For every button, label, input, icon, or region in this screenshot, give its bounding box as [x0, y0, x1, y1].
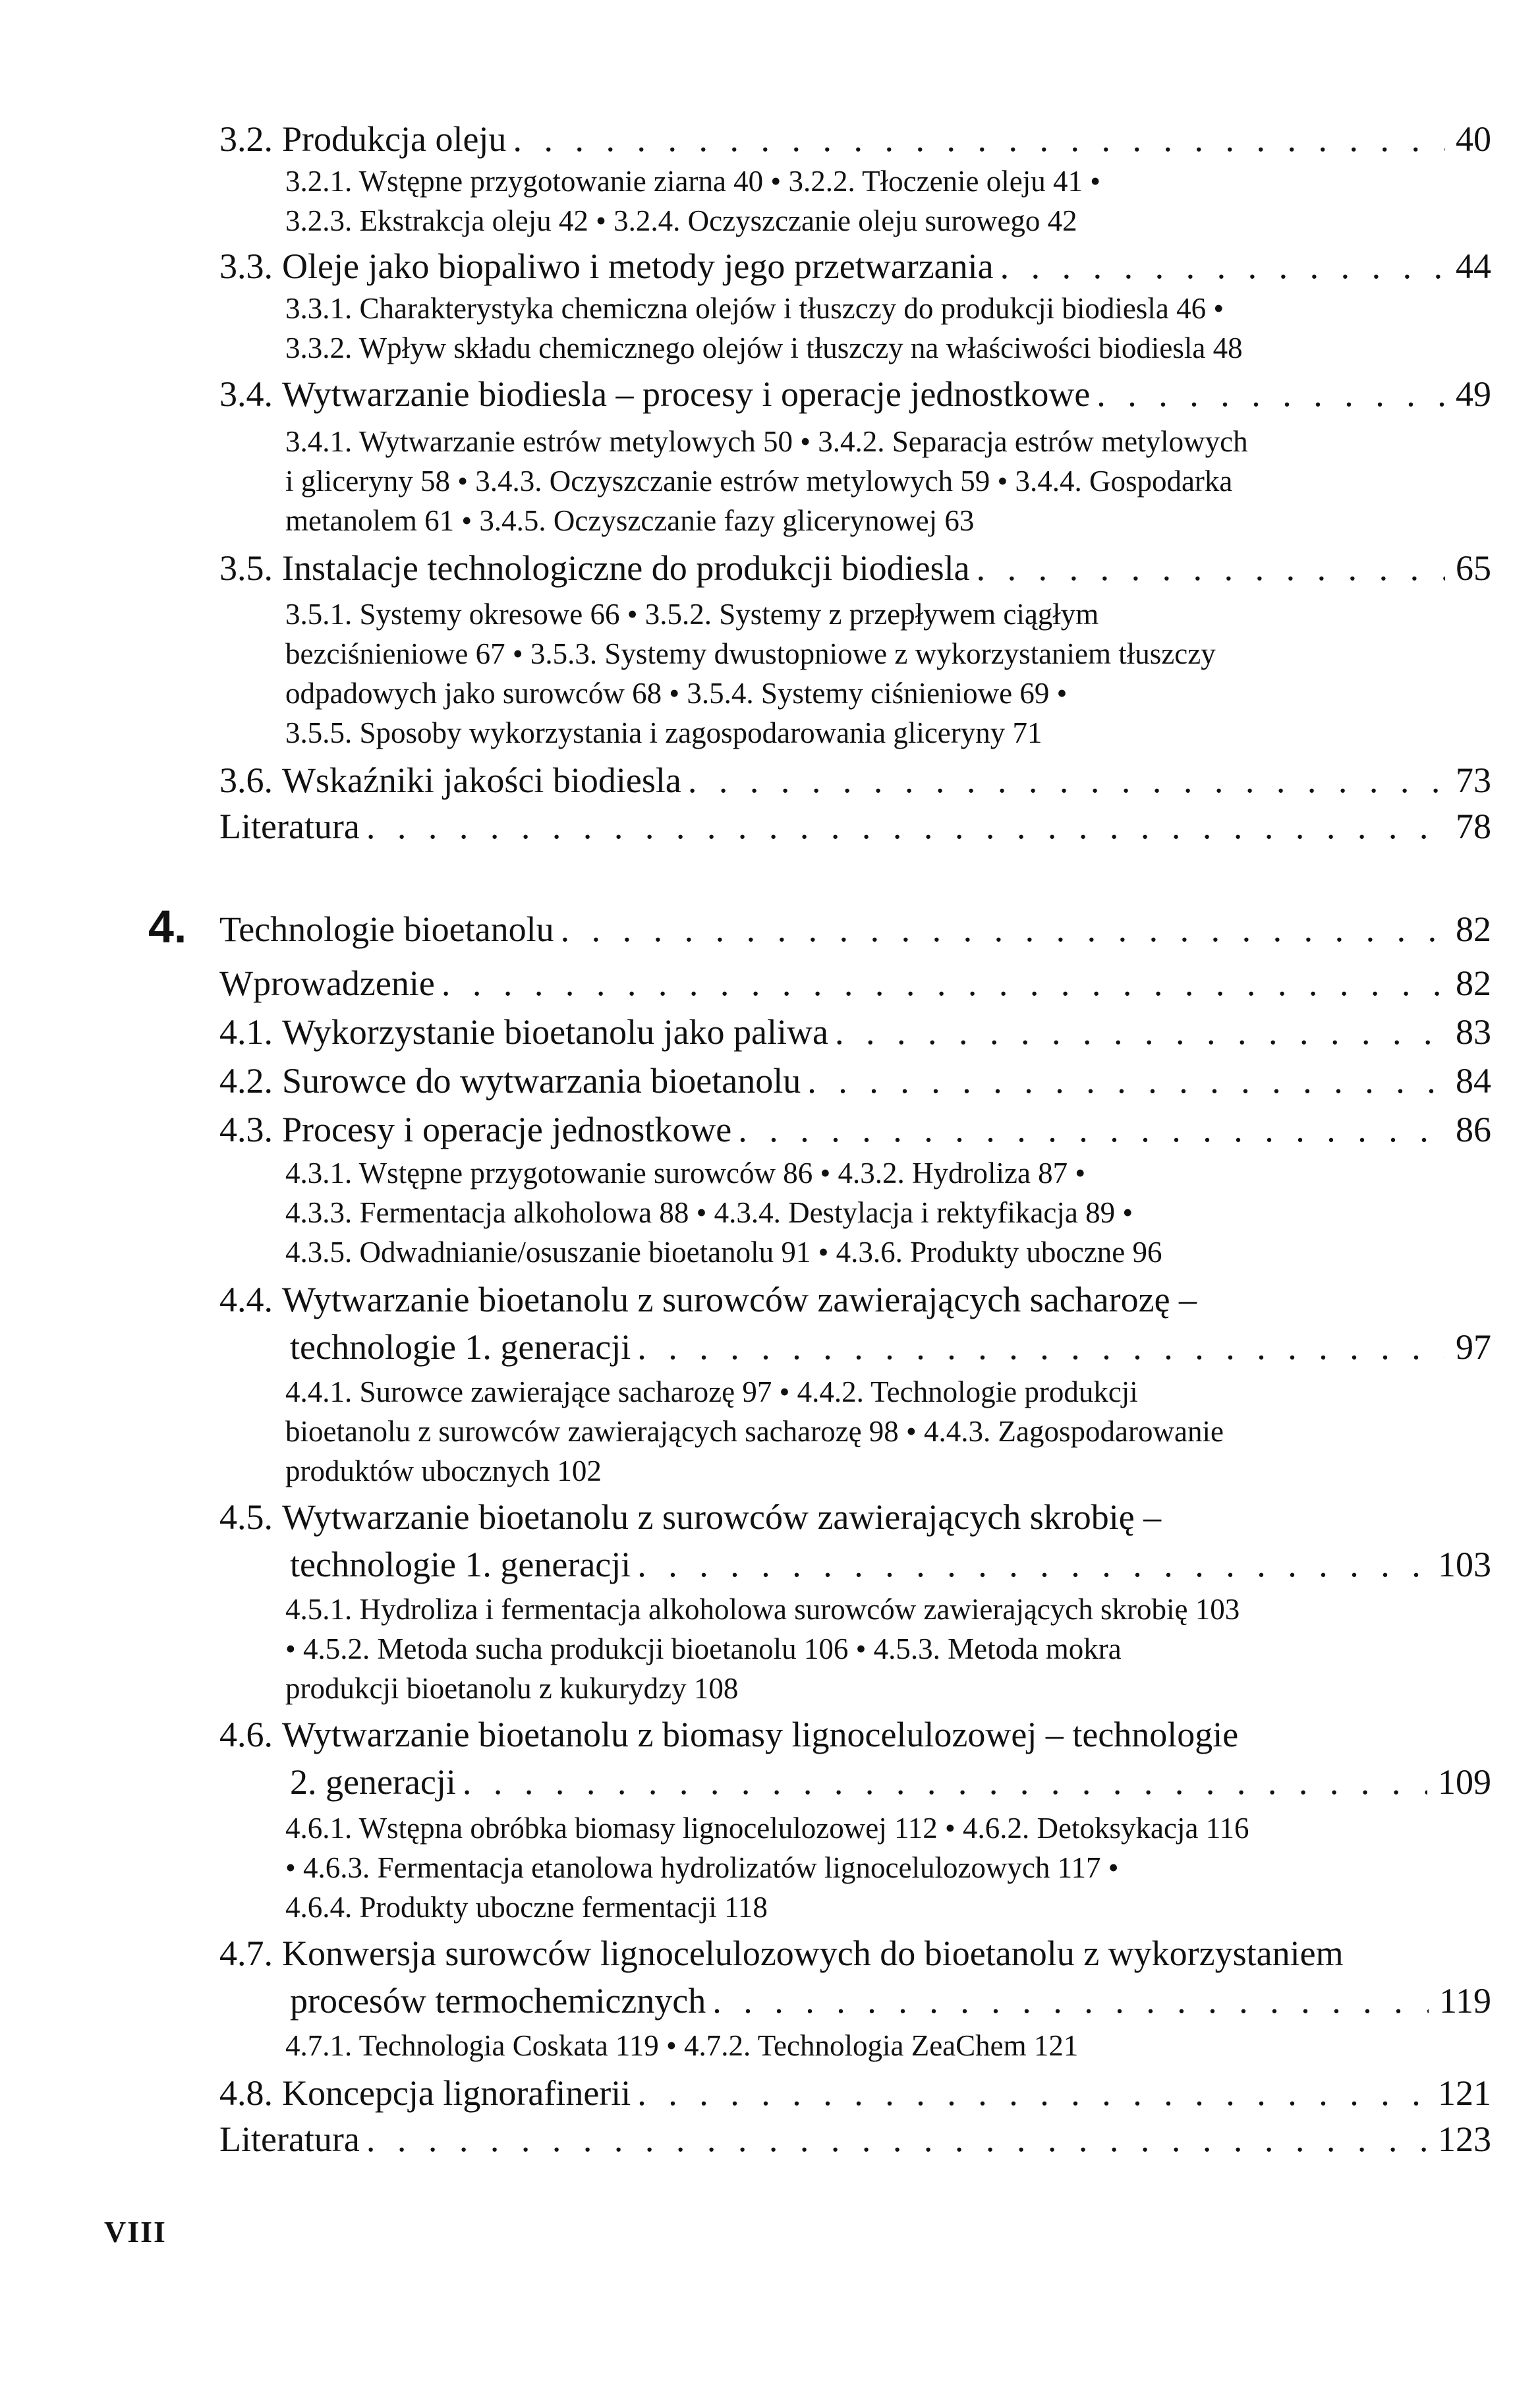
entry-number: 4.7. — [219, 1934, 273, 1973]
subentry-line: odpadowych jako surowców 68 • 3.5.4. Systemy ciśnieniowe 69 • — [285, 677, 1068, 710]
subentry-line: 4.6.4. Produkty uboczne fermentacji 118 — [285, 1891, 768, 1924]
entry-number: 3.3. — [219, 246, 273, 286]
subentry-line: 4.7.1. Technologia Coskata 119 • 4.7.2. Technologia ZeaChem 121 — [285, 2029, 1079, 2062]
subentry-line: 3.5.5. Sposoby wykorzystania i zagospodarowania gliceryny 71 — [285, 716, 1042, 749]
toc-entry-4-2[interactable] — [219, 1057, 1491, 1105]
subentry-line: 4.3.5. Odwadnianie/osuszanie bioetanolu 91 • 4.3.6. Produkty uboczne 96 — [285, 1236, 1162, 1269]
subentry-line: 4.3.3. Fermentacja alkoholowa 88 • 4.3.4. Destylacja i rektyfikacja 89 • — [285, 1196, 1133, 1229]
entry-title: Wykorzystanie bioetanolu jako paliwa — [282, 1012, 828, 1052]
entry-page: 82 — [1456, 909, 1491, 949]
entry-page: 44 — [1456, 246, 1491, 286]
entry-title: Wytwarzanie bioetanolu z surowców zawierających sacharozę – — [282, 1280, 1197, 1319]
entry-title: Wytwarzanie bioetanolu z biomasy lignocelulozowej – technologie — [282, 1715, 1239, 1754]
entry-title-cont: 2. generacji — [290, 1762, 456, 1802]
dot-leader — [706, 1977, 1429, 2025]
subentry-line: 3.2.1. Wstępne przygotowanie ziarna 40 • 3.2.2. Tłoczenie oleju 41 • — [285, 165, 1100, 198]
entry-page: 84 — [1456, 1061, 1491, 1101]
toc-entry-4-4[interactable] — [219, 1276, 1197, 1323]
toc-entry-4-5-cont[interactable] — [290, 1541, 1491, 1588]
subentry-line: bezciśnieniowe 67 • 3.5.3. Systemy dwustopniowe z wykorzystaniem tłuszczy — [285, 637, 1216, 670]
dot-leader — [631, 1323, 1445, 1371]
subentry-line: produktów ubocznych 102 — [285, 1454, 602, 1487]
subentry-line: • 4.6.3. Fermentacja etanolowa hydrolizatów lignocelulozowych 117 • — [285, 1851, 1119, 1884]
entry-title: Surowce do wytwarzania bioetanolu — [282, 1061, 801, 1101]
entry-title: Instalacje technologiczne do produkcji biodiesla — [282, 548, 970, 588]
toc-entry-4-6-cont[interactable] — [290, 1758, 1491, 1806]
entry-page: 40 — [1456, 119, 1491, 159]
entry-title: Produkcja oleju — [282, 119, 507, 159]
toc-entry-4-7-cont[interactable] — [290, 1977, 1491, 2025]
entry-title: Procesy i operacje jednostkowe — [282, 1110, 732, 1149]
toc-entry-3-3[interactable] — [219, 243, 1491, 290]
entry-page: 109 — [1438, 1762, 1491, 1802]
subentry-line: 4.5.1. Hydroliza i fermentacja alkoholowa surowców zawierających skrobię 103 — [285, 1593, 1240, 1626]
toc-entry-wprowadzenie[interactable] — [219, 960, 1491, 1007]
entry-number: 4.5. — [219, 1497, 273, 1537]
toc-entry-4-5[interactable] — [219, 1493, 1161, 1541]
subentry-line: 4.6.1. Wstępna obróbka biomasy lignocelulozowej 112 • 4.6.2. Detoksykacja 116 — [285, 1812, 1249, 1845]
entry-page: 73 — [1456, 761, 1491, 800]
entry-number: 3.6. — [219, 761, 273, 800]
entry-title: Wytwarzanie bioetanolu z surowców zawierających skrobię – — [282, 1497, 1162, 1537]
entry-title: Konwersja surowców lignocelulozowych do bioetanolu z wykorzystaniem — [282, 1934, 1344, 1973]
toc-entry-literatura-3[interactable] — [219, 803, 1491, 850]
toc-entry-4-7[interactable] — [219, 1930, 1344, 1977]
entry-title: Literatura — [219, 807, 360, 846]
subentry-line: 4.4.1. Surowce zawierające sacharozę 97 • 4.4.2. Technologie produkcji — [285, 1375, 1138, 1408]
toc-entry-4-3[interactable] — [219, 1106, 1491, 1153]
dot-leader — [554, 905, 1445, 953]
entry-page: 119 — [1439, 1981, 1491, 2021]
subentry-line: metanolem 61 • 3.4.5. Oczyszczanie fazy glicerynowej 63 — [285, 504, 975, 537]
entry-page: 82 — [1456, 963, 1491, 1003]
entry-title: Wprowadzenie — [219, 963, 435, 1003]
dot-leader — [970, 544, 1445, 592]
subentry-line: • 4.5.2. Metoda sucha produkcji bioetanolu 106 • 4.5.3. Metoda mokra — [285, 1632, 1122, 1665]
subentry-line: 4.3.1. Wstępne przygotowanie surowców 86 • 4.3.2. Hydroliza 87 • — [285, 1157, 1086, 1190]
entry-page: 121 — [1438, 2073, 1491, 2113]
entry-number: 3.2. — [219, 119, 273, 159]
subentry-line: i gliceryny 58 • 3.4.3. Oczyszczanie estrów metylowych 59 • 3.4.4. Gospodarka — [285, 465, 1233, 498]
toc-entry-4-4-cont[interactable] — [290, 1323, 1491, 1371]
dot-leader — [801, 1057, 1445, 1105]
dot-leader — [731, 1106, 1445, 1153]
subentry-line: 3.4.1. Wytwarzanie estrów metylowych 50 • 3.4.2. Separacja estrów metylowych — [285, 425, 1248, 458]
toc-entry-3-6[interactable] — [219, 757, 1491, 804]
entry-title: Technologie bioetanolu — [219, 909, 554, 949]
entry-page: 86 — [1456, 1110, 1491, 1149]
toc-entry-4-8[interactable] — [219, 2069, 1491, 2117]
entry-number: 3.4. — [219, 374, 273, 414]
toc-entry-4-1[interactable] — [219, 1008, 1491, 1056]
entry-number: 4.4. — [219, 1280, 273, 1319]
entry-number: 4.8. — [219, 2073, 273, 2113]
dot-leader — [506, 115, 1445, 163]
subentry-line: 3.3.1. Charakterystyka chemiczna olejów i tłuszczy do produkcji biodiesla 46 • — [285, 292, 1224, 325]
entry-page: 49 — [1456, 374, 1491, 414]
subentry-line: 3.3.2. Wpływ składu chemicznego olejów i tłuszczy na właściwości biodiesla 48 — [285, 331, 1243, 364]
entry-title-cont: technologie 1. generacji — [290, 1545, 631, 1584]
entry-title: Wskaźniki jakości biodiesla — [282, 761, 681, 800]
subentry-line: bioetanolu z surowców zawierających sacharozę 98 • 4.4.3. Zagospodarowanie — [285, 1415, 1224, 1448]
chapter-number: 4. — [148, 901, 187, 952]
toc-entry-4-6[interactable] — [219, 1711, 1238, 1758]
entry-number: 4.3. — [219, 1110, 273, 1149]
dot-leader — [681, 757, 1445, 804]
dot-leader — [456, 1758, 1427, 1806]
dot-leader — [435, 960, 1445, 1007]
entry-title: Wytwarzanie biodiesla – procesy i operacje jednostkowe — [282, 374, 1091, 414]
subentry-line: 3.5.1. Systemy okresowe 66 • 3.5.2. Systemy z przepływem ciągłym — [285, 598, 1099, 631]
page-folio: VIII — [104, 2215, 167, 2249]
toc-entry-3-5[interactable] — [219, 544, 1491, 592]
entry-page: 65 — [1456, 548, 1491, 588]
entry-number: 4.6. — [219, 1715, 273, 1754]
toc-entry-chapter-4[interactable] — [219, 905, 1491, 953]
dot-leader — [631, 1541, 1427, 1588]
subentry-line: produkcji bioetanolu z kukurydzy 108 — [285, 1672, 739, 1705]
entry-number: 3.5. — [219, 548, 273, 588]
entry-page: 83 — [1456, 1012, 1491, 1052]
entry-title: Literatura — [219, 2119, 360, 2159]
entry-title: Koncepcja lignorafinerii — [282, 2073, 631, 2113]
dot-leader — [1090, 370, 1445, 418]
dot-leader — [360, 2115, 1427, 2163]
toc-entry-3-4[interactable] — [219, 370, 1491, 418]
entry-number: 4.2. — [219, 1061, 273, 1101]
entry-title-cont: procesów termochemicznych — [290, 1981, 706, 2021]
dot-leader — [828, 1008, 1445, 1056]
entry-title-cont: technologie 1. generacji — [290, 1327, 631, 1367]
toc-entry-literatura-4[interactable] — [219, 2115, 1491, 2163]
entry-page: 103 — [1438, 1545, 1491, 1584]
dot-leader — [994, 243, 1445, 290]
toc-entry-3-2[interactable] — [219, 115, 1491, 163]
entry-page: 97 — [1456, 1327, 1491, 1367]
entry-number: 4.1. — [219, 1012, 273, 1052]
entry-page: 78 — [1456, 807, 1491, 846]
entry-title: Oleje jako biopaliwo i metody jego przetwarzania — [282, 246, 994, 286]
dot-leader — [631, 2069, 1427, 2117]
subentry-line: 3.2.3. Ekstrakcja oleju 42 • 3.2.4. Oczyszczanie oleju surowego 42 — [285, 204, 1077, 237]
dot-leader — [360, 803, 1445, 850]
entry-page: 123 — [1438, 2119, 1491, 2159]
